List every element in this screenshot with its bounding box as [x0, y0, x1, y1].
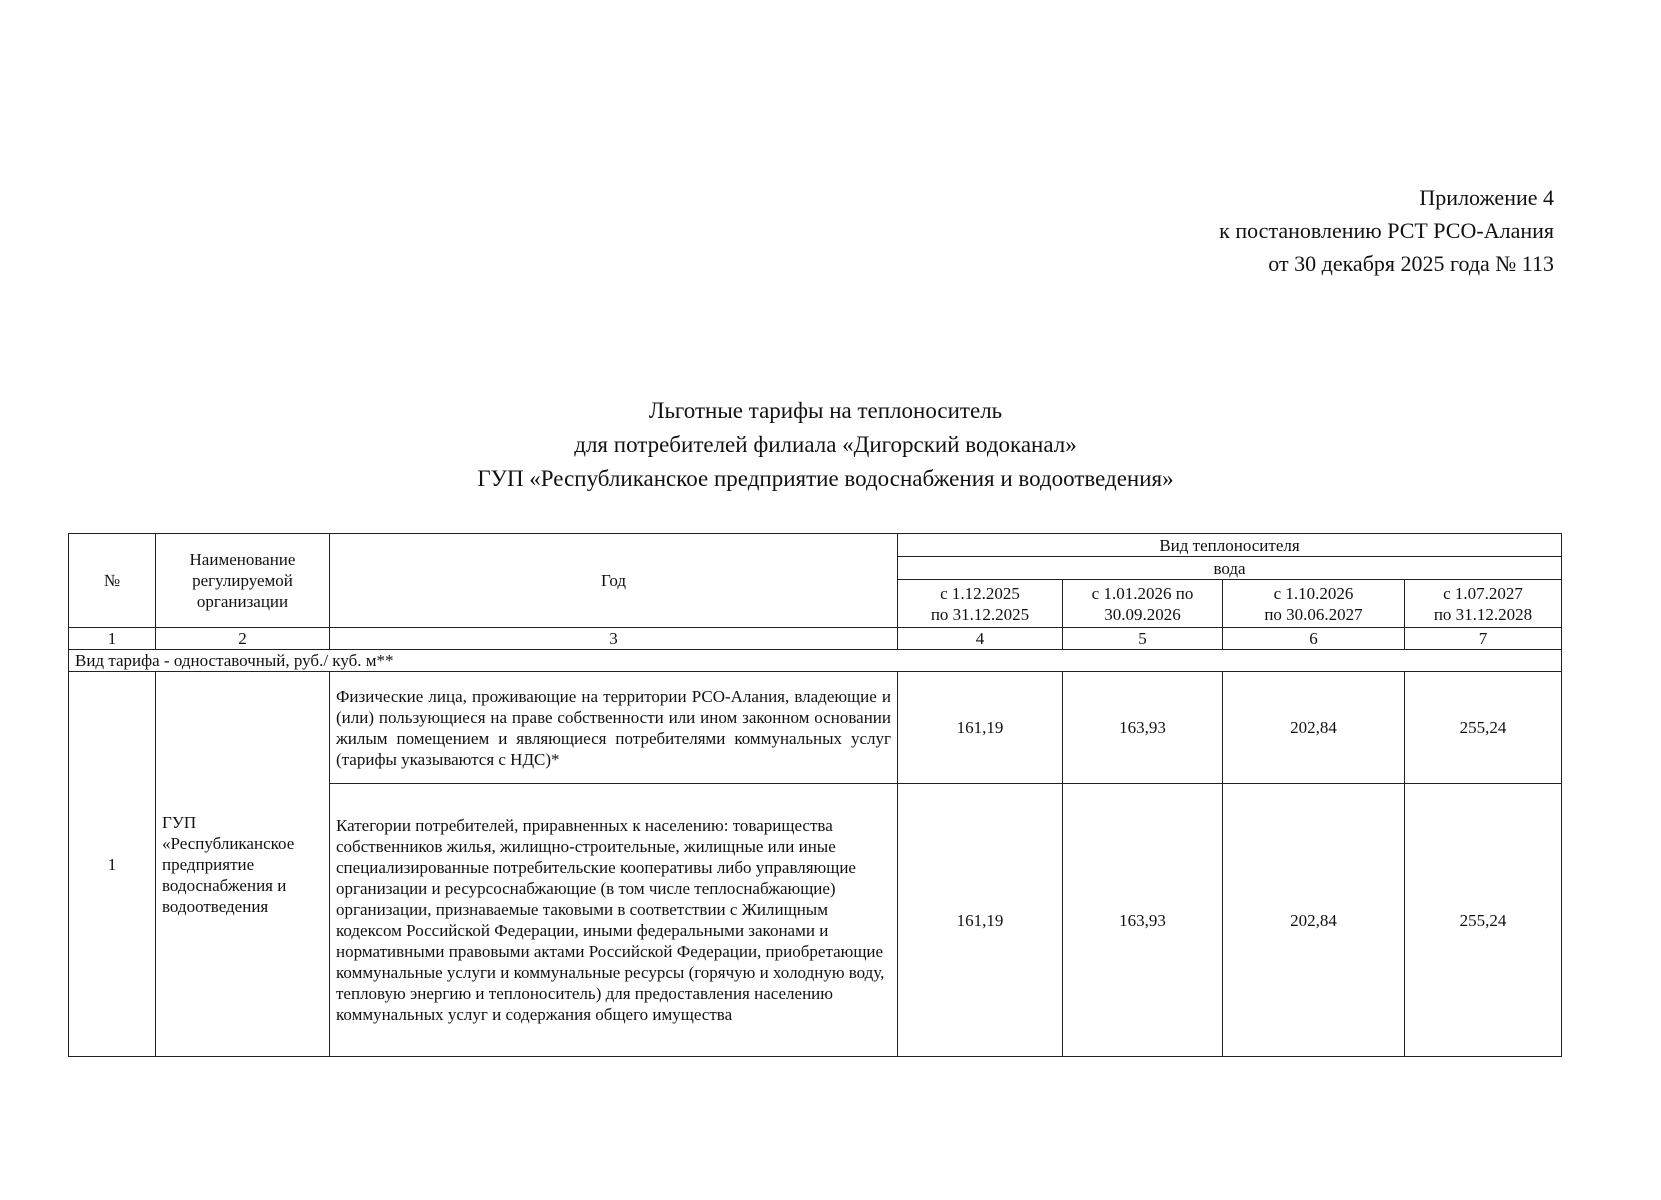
header-org: Наименование регулируемой организации: [156, 534, 330, 628]
tariff-value: 161,19: [898, 784, 1063, 1057]
column-number: 6: [1223, 628, 1405, 650]
column-number: 4: [898, 628, 1063, 650]
header-year: Год: [330, 534, 898, 628]
tariff-value: 202,84: [1223, 672, 1405, 784]
header-period-4: с 1.07.2027 по 31.12.2028: [1405, 580, 1562, 628]
title-line-2: для потребителей филиала «Дигорский водоканал»: [574, 432, 1077, 457]
row-org: ГУП «Республиканское предприятие водоснабжения и водоотведения: [156, 672, 330, 1057]
tariff-value: 163,93: [1063, 784, 1223, 1057]
column-number: 1: [69, 628, 156, 650]
column-number: 3: [330, 628, 898, 650]
appendix-date: от 30 декабря 2025 года № 113: [1268, 251, 1554, 276]
header-period-1: с 1.12.2025 по 31.12.2025: [898, 580, 1063, 628]
tariff-type-row: Вид тарифа - одноставочный, руб./ куб. м**: [69, 650, 1562, 672]
row-num: 1: [69, 672, 156, 1057]
tariff-value: 255,24: [1405, 784, 1562, 1057]
tariffs-table: [68, 533, 1562, 1057]
column-number: 7: [1405, 628, 1562, 650]
header-num: №: [69, 534, 156, 628]
column-number: 5: [1063, 628, 1223, 650]
appendix-resolution: к постановлению РСТ РСО-Алания: [1219, 218, 1554, 243]
tariff-value: 163,93: [1063, 672, 1223, 784]
column-number: 2: [156, 628, 330, 650]
document-title: [0, 394, 1661, 496]
table-row: [69, 672, 1562, 784]
appendix-header: [1219, 181, 1554, 280]
category-text: Физические лица, проживающие на территории РСО-Алания, владеющие и (или) пользующиеся на праве собственности или ином законном основании жилым помещением и являющиеся потребителями коммунальных услуг (тарифы указываются с НДС)*: [330, 672, 898, 784]
tariff-value: 202,84: [1223, 784, 1405, 1057]
title-line-3: ГУП «Республиканское предприятие водоснабжения и водоотведения»: [477, 466, 1174, 491]
title-line-1: Льготные тарифы на теплоноситель: [648, 398, 1003, 423]
header-carrier: вода: [898, 557, 1562, 580]
header-period-2: с 1.01.2026 по 30.09.2026: [1063, 580, 1223, 628]
category-text: Категории потребителей, приравненных к населению: товарищества собственников жилья, жилищно-строительные, жилищные или иные специализированные потребительские кооперативы либо управляющие организации и ресурсоснабжающие (в том числе теплоснабжающие) организации, признаваемые таковыми в соответствии с Жилищным кодексом Российской Федерации, иными федеральными законами и нормативными правовыми актами Российской Федерации, приобретающие коммунальные услуги и коммунальные ресурсы (горячую и холодную воду, тепловую энергию и теплоноситель) для предоставления населению коммунальных услуг и содержания общего имущества: [330, 784, 898, 1057]
header-carrier-type: Вид теплоносителя: [898, 534, 1562, 557]
column-numbers-row: [69, 628, 1562, 650]
tariff-value: 255,24: [1405, 672, 1562, 784]
appendix-number: Приложение 4: [1419, 185, 1554, 210]
header-period-3: с 1.10.2026 по 30.06.2027: [1223, 580, 1405, 628]
tariff-value: 161,19: [898, 672, 1063, 784]
